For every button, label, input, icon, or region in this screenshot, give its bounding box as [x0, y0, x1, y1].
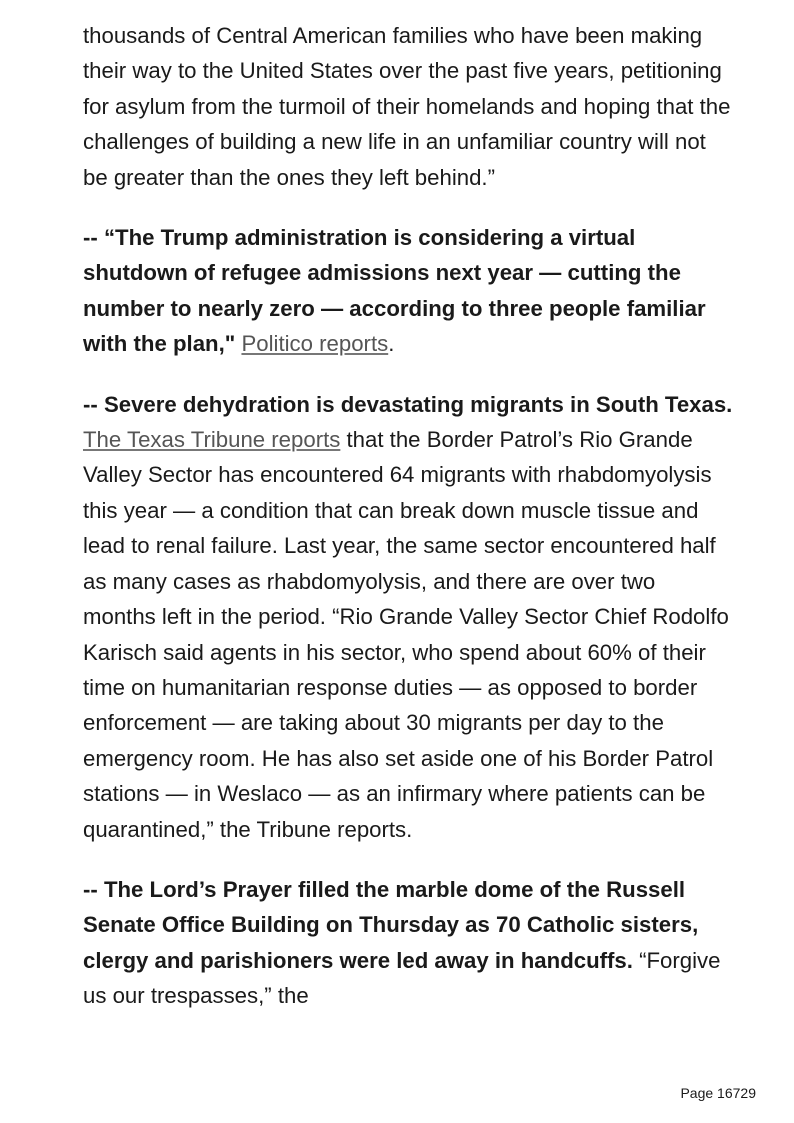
- paragraph-text: thousands of Central American families who have been making their way to the United States over the past five years, petitioning for asylum from the turmoil of their homelands and hoping that the challenges of building a new life in an unfamiliar country will not be greater than the ones they left behind.”: [83, 23, 731, 190]
- text-after-link: .: [388, 331, 395, 357]
- paragraph-refugee-admissions: [83, 220, 733, 362]
- page-number: Page 16729: [680, 1085, 756, 1101]
- paragraph-lords-prayer: [83, 872, 733, 1014]
- paragraph-dehydration: [83, 387, 733, 847]
- texas-tribune-reports-link[interactable]: The Texas Tribune reports: [83, 427, 341, 453]
- headline-lords-prayer: -- The Lord’s Prayer filled the marble dome of the Russell Senate Office Building on Thursday as 70 Catholic sisters, clergy and parishioners were led away in handcuffs.: [83, 876, 699, 973]
- politico-reports-link[interactable]: Politico reports: [241, 331, 389, 357]
- text-after-link: that the Border Patrol’s Rio Grande Valley Sector has encountered 64 migrants with rhabdomyolysis this year — a condition that can break down muscle tissue and lead to renal failure. Last year, the same sector encountered half as many cases as rhabdomyolysis, and there are over two months left in the period. “Rio Grande Valley Sector Chief Rodolfo Karisch said agents in his sector, who spend about 60% of their time on humanitarian response duties — as opposed to border enforcement — are taking about 30 migrants per day to the emergency room. He has also set aside one of his Border Patrol stations — in Weslaco — as an infirmary where patients can be quarantined,” the Tribune reports.: [83, 427, 729, 842]
- headline-dehydration: -- Severe dehydration is devastating migrants in South Texas.: [83, 391, 733, 417]
- paragraph-text: “Forgive us our trespasses,” the: [83, 947, 721, 1009]
- paragraph-asylum-families: [83, 18, 733, 195]
- headline-refugee-admissions: -- “The Trump administration is considering a virtual shutdown of refugee admissions next year — cutting the number to nearly zero — according to three people familiar with the plan,": [83, 225, 706, 357]
- document-body: [83, 18, 733, 1039]
